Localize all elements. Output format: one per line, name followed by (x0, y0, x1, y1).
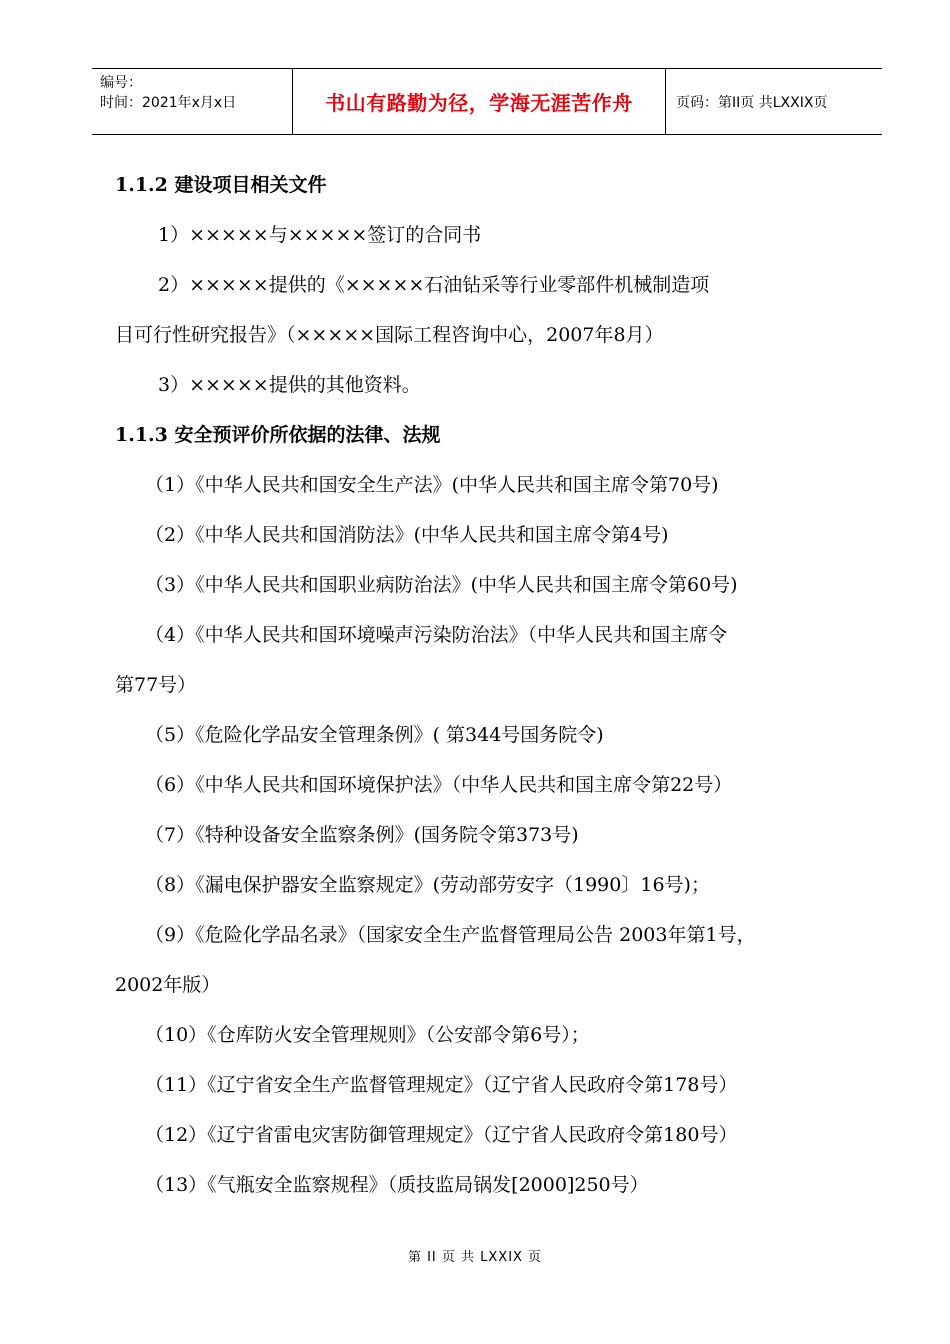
list-item: （10）《仓库防火安全管理规则》（公安部令第6号）； (145, 1024, 590, 1046)
list-item: （7）《特种设备安全监察条例》(国务院令第373号) (145, 824, 579, 846)
list-item-continuation: 2002年版） (115, 974, 221, 996)
list-item: （8）《漏电保护器安全监察规定》(劳动部劳安字（1990〕16号)； (145, 874, 710, 896)
list-item: （13）《气瓶安全监察规程》（质技监局锅发[2000]250号） (145, 1174, 649, 1196)
list-item-continuation: 第77号） (115, 674, 197, 696)
list-item: （2）《中华人民共和国消防法》(中华人民共和国主席令第4号) (145, 524, 669, 546)
page-header (92, 68, 882, 135)
document-body (113, 160, 873, 1210)
time-label: 时间：2021年x月x日 (100, 95, 237, 111)
list-item: （12）《辽宁省雷电灾害防御管理规定》（辽宁省人民政府令第180号） (145, 1124, 738, 1146)
list-item: 1）×××××与×××××签订的合同书 (158, 224, 482, 246)
code-label: 编号： (100, 75, 142, 91)
list-item: （6）《中华人民共和国环境保护法》（中华人民共和国主席令第22号） (145, 774, 733, 796)
section-heading-1-1-2: 1.1.2 建设项目相关文件 (115, 174, 327, 196)
list-item: 2）×××××提供的《×××××石油钻采等行业零部件机械制造项 (158, 274, 710, 296)
footer-page-number: 第 II 页 共 LXXIX 页 (407, 1250, 543, 1265)
list-item-continuation: 目可行性研究报告》（×××××国际工程咨询中心，2007年8月） (115, 324, 664, 346)
page-footer (0, 1246, 950, 1265)
header-info-cell (92, 69, 293, 134)
list-item: （5）《危险化学品安全管理条例》( 第344号国务院令) (145, 724, 604, 746)
header-motto-cell (293, 69, 666, 134)
list-item: （9）《危险化学品名录》（国家安全生产监督管理局公告 2003年第1号， (145, 924, 756, 946)
list-item: （1）《中华人民共和国安全生产法》(中华人民共和国主席令第70号) (145, 474, 719, 496)
header-page-cell (666, 69, 882, 134)
list-item: （3）《中华人民共和国职业病防治法》(中华人民共和国主席令第60号) (145, 574, 738, 596)
list-item: 3）×××××提供的其他资料。 (158, 374, 421, 396)
list-item: （4）《中华人民共和国环境噪声污染防治法》（中华人民共和国主席令 (145, 624, 728, 646)
header-page-label: 页码：第II页 共LXXIX页 (676, 94, 828, 111)
list-item: （11）《辽宁省安全生产监督管理规定》（辽宁省人民政府令第178号） (145, 1074, 738, 1096)
motto-text: 书山有路勤为径，学海无涯苦作舟 (325, 91, 633, 115)
section-heading-1-1-3: 1.1.3 安全预评价所依据的法律、法规 (115, 424, 441, 446)
